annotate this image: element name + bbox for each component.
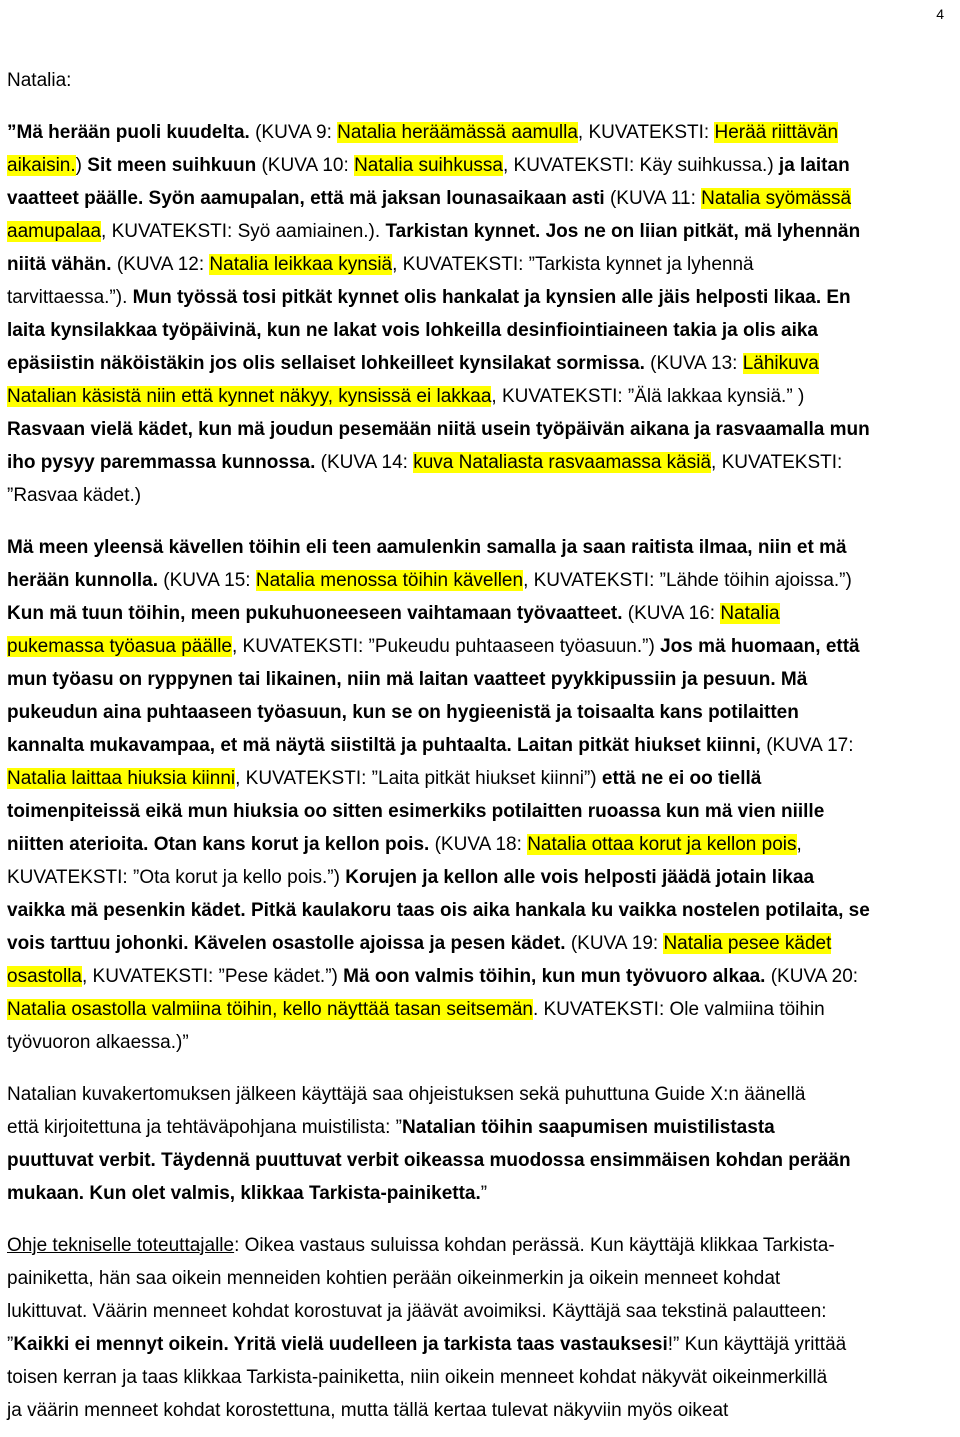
bold-text: iho pysyy paremmassa kunnossa.: [7, 452, 321, 473]
text-line: [7, 894, 870, 927]
text-run: Ohje tekniselle toteuttajalle: [7, 1235, 235, 1256]
text-line: [7, 380, 804, 413]
text-line: [7, 314, 818, 347]
text-line: [7, 479, 141, 512]
bold-text: Kun mä tuun töihin, meen pukuhuoneeseen vaihtamaan työvaatteet.: [7, 603, 628, 624]
highlighted-text: Natalia osastolla valmiina töihin, kello näyttää tasan seitsemän: [7, 999, 533, 1020]
text-line: [7, 993, 825, 1026]
highlighted-text: Natalia: [720, 603, 780, 624]
text-run: (KUVA 12:: [116, 254, 210, 275]
bold-text: herään kunnolla.: [7, 570, 164, 591]
text-line: [7, 663, 807, 696]
text-run: , KUVATEKSTI: ”Älä lakkaa kynsiä.” ): [491, 386, 805, 407]
text-run: Natalian kuvakertomuksen jälkeen käyttäjä saa ohjeistuksen sekä puhuttuna Guide X:n äänellä: [7, 1084, 806, 1105]
text-line: [7, 413, 870, 446]
text-line: [7, 182, 851, 215]
text-run: painiketta, hän saa oikein menneiden kohtien perään oikeinmerkin ja oikein menneet kohdat: [7, 1268, 781, 1289]
text-run: , KUVATEKSTI: ”Lähde töihin ajoissa.”): [523, 570, 852, 591]
text-line: [7, 729, 854, 762]
text-run: (KUVA 13:: [650, 353, 743, 374]
bold-text: Mun työssä tosi pitkät kynnet olis hankalat ja kynsien alle jäis helposti likaa. En: [132, 287, 851, 308]
bold-text: puuttuvat verbit. Täydennä puuttuvat verbit oikeassa muodossa ensimmäisen kohdan perään: [7, 1150, 851, 1171]
highlighted-text: osastolla: [7, 966, 82, 987]
highlighted-text: Natalia pesee kädet: [663, 933, 832, 954]
text-line: [7, 1229, 835, 1262]
text-run: (KUVA 10:: [261, 155, 355, 176]
bold-text: Rasvaan vielä kädet, kun mä joudun pesemään niitä usein työpäivän aikana ja rasvaamalla mun: [7, 419, 870, 440]
text-run: KUVATEKSTI: ”Ota korut ja kello pois.”): [7, 867, 346, 888]
bold-text: että ne ei oo tiellä: [601, 768, 762, 789]
bold-text: Mä oon valmis töihin, kun mun työvuoro alkaa.: [343, 966, 771, 987]
text-line: [7, 347, 819, 380]
text-line: [7, 564, 852, 597]
highlighted-text: Lähikuva: [742, 353, 819, 374]
text-run: (KUVA 18:: [434, 834, 528, 855]
bold-text: niitten aterioita. Otan kans korut ja kellon pois.: [7, 834, 435, 855]
text-line: [7, 630, 860, 663]
highlighted-text: kuva Nataliasta rasvaamassa käsiä: [413, 452, 712, 473]
text-line: [7, 1026, 189, 1059]
text-line: [7, 446, 842, 479]
highlighted-text: aamupalaa: [7, 221, 102, 242]
text-line: [7, 215, 860, 248]
bold-text: vois tarttuu johonki. Kävelen osastolle ajoissa ja pesen kädet.: [7, 933, 571, 954]
text-run: , KUVATEKSTI:: [711, 452, 843, 473]
page-number: 4: [936, 6, 944, 22]
text-line: [7, 248, 754, 281]
bold-text: Sit meen suihkuun: [87, 155, 262, 176]
text-run: , KUVATEKSTI: ”Tarkista kynnet ja lyhennä: [392, 254, 754, 275]
text-line: [7, 1177, 487, 1210]
text-line: [7, 828, 802, 861]
text-run: (KUVA 19:: [570, 933, 664, 954]
text-run: (KUVA 20:: [770, 966, 859, 987]
bold-text: mukaan. Kun olet valmis, klikkaa Tarkista-painiketta.: [7, 1183, 481, 1204]
text-run: ”: [480, 1183, 488, 1204]
highlighted-text: Natalia ottaa korut ja kellon pois: [527, 834, 797, 855]
text-run: (KUVA 17:: [766, 735, 854, 756]
bold-text: Jos mä huomaan, että: [660, 636, 860, 657]
text-line: [7, 1144, 851, 1177]
text-line: [7, 1078, 806, 1111]
text-line: [7, 149, 850, 182]
highlighted-text: Natalia leikkaa kynsiä: [209, 254, 393, 275]
text-line: [7, 597, 780, 630]
highlighted-text: Natalia laittaa hiuksia kiinni: [7, 768, 236, 789]
text-run: , KUVATEKSTI: ”Laita pitkät hiukset kiinni”): [235, 768, 602, 789]
highlighted-text: Herää riittävän: [714, 122, 839, 143]
text-run: : Oikea vastaus suluissa kohdan perässä. Kun käyttäjä klikkaa Tarkista-: [234, 1235, 835, 1256]
text-run: , KUVATEKSTI: Käy suihkussa.): [502, 155, 779, 176]
text-line: [7, 1295, 827, 1328]
highlighted-text: Natalian käsistä niin että kynnet näkyy, kynsissä ei lakkaa: [7, 386, 492, 407]
bold-text: pukeudun aina puhtaaseen työasuun, kun se on hygieenistä ja toisaalta kans potilaitten: [7, 702, 799, 723]
text-run: ,: [796, 834, 802, 855]
text-line: [7, 795, 824, 828]
text-line: [7, 1328, 846, 1361]
text-run: (KUVA 15:: [163, 570, 256, 591]
bold-text: kannalta mukavampaa, et mä näytä siistiltä ja puhtaalta. Laitan pitkät hiukset kiinni,: [7, 735, 767, 756]
text-run: (KUVA 16:: [627, 603, 721, 624]
text-run: !” Kun käyttäjä yrittää: [667, 1334, 847, 1355]
text-line: [7, 116, 838, 149]
bold-text: Natalian töihin saapumisen muistilistasta: [402, 1117, 775, 1138]
bold-text: ”Mä herään puoli kuudelta.: [7, 122, 256, 143]
bold-text: Tarkistan kynnet. Jos ne on liian pitkät, mä lyhennän: [385, 221, 861, 242]
highlighted-text: Natalia menossa töihin kävellen: [255, 570, 524, 591]
bold-text: Mä meen yleensä kävellen töihin eli teen aamulenkin samalla ja saan raitista ilmaa, niin et mä: [7, 537, 847, 558]
text-run: työvuoron alkaessa.)”: [7, 1032, 189, 1053]
text-line: [7, 281, 851, 314]
bold-text: epäsiistin näköistäkin jos olis sellaiset lohkeilleet kynsilakat sormissa.: [7, 353, 651, 374]
text-line: [7, 861, 814, 894]
bold-text: mun työasu on ryppynen tai likainen, niin mä laitan vaatteet pyykkipussiin ja pesuun. Mä: [7, 669, 808, 690]
text-run: ): [75, 155, 88, 176]
text-line: [7, 960, 858, 993]
highlighted-text: pukemassa työasua päälle: [7, 636, 232, 657]
text-run: , KUVATEKSTI: ”Pese kädet.”): [82, 966, 344, 987]
bold-text: laita kynsilakkaa työpäivinä, kun ne lakat vois lohkeilla desinfiointiaineen takia ja olis aika: [7, 320, 818, 341]
text-line: [7, 1262, 780, 1295]
text-line: [7, 1361, 827, 1394]
text-run: lukittuvat. Väärin menneet kohdat korostuvat ja jäävät avoimiksi. Käyttäjä saa tekstinä palautteen:: [7, 1301, 827, 1322]
text-line: [7, 1111, 775, 1144]
text-line: [7, 64, 71, 97]
bold-text: niitä vähän.: [7, 254, 117, 275]
text-run: ja väärin menneet kohdat korostettuna, mutta tällä kertaa tulevat näkyviin myös oikeat: [7, 1400, 729, 1421]
highlighted-text: Natalia suihkussa: [354, 155, 503, 176]
text-run: ”: [7, 1334, 14, 1355]
highlighted-text: aikaisin.: [7, 155, 76, 176]
bold-text: vaatteet päälle. Syön aamupalan, että mä jaksan lounasaikaan asti: [7, 188, 610, 209]
text-run: (KUVA 9:: [255, 122, 338, 143]
highlighted-text: Natalia syömässä: [701, 188, 852, 209]
bold-text: Kaikki ei mennyt oikein. Yritä vielä uudelleen ja tarkista taas vastauksesi: [13, 1334, 668, 1355]
text-run: ”Rasvaa kädet.): [7, 485, 142, 506]
text-run: Natalia:: [7, 70, 72, 91]
text-run: , KUVATEKSTI:: [577, 122, 715, 143]
text-run: (KUVA 14:: [320, 452, 414, 473]
text-line: [7, 927, 831, 960]
text-run: , KUVATEKSTI: ”Pukeudu puhtaaseen työasuun.”): [231, 636, 661, 657]
bold-text: ja laitan: [778, 155, 850, 176]
text-run: (KUVA 11:: [609, 188, 702, 209]
text-line: [7, 696, 799, 729]
text-run: , KUVATEKSTI: Syö aamiainen.).: [101, 221, 386, 242]
text-line: [7, 531, 847, 564]
text-run: tarvittaessa.”).: [7, 287, 133, 308]
text-line: [7, 1394, 728, 1427]
bold-text: toimenpiteissä eikä mun hiuksia oo sitten esimerkiks potilaitten ruoassa kun mä vien niille: [7, 801, 825, 822]
bold-text: vaikka mä pesenkin kädet. Pitkä kaulakoru taas ois aika hankala ku vaikka nostelen potilaita, se: [7, 900, 870, 921]
text-run: . KUVATEKSTI: Ole valmiina töihin: [532, 999, 825, 1020]
text-line: [7, 762, 761, 795]
highlighted-text: Natalia heräämässä aamulla: [337, 122, 578, 143]
text-run: että kirjoitettuna ja tehtäväpohjana muistilista: ”: [7, 1117, 402, 1138]
text-run: toisen kerran ja taas klikkaa Tarkista-painiketta, niin oikein menneet kohdat näkyvät oikeinmerkillä: [7, 1367, 828, 1388]
bold-text: Korujen ja kellon alle vois helposti jäädä jotain likaa: [345, 867, 815, 888]
